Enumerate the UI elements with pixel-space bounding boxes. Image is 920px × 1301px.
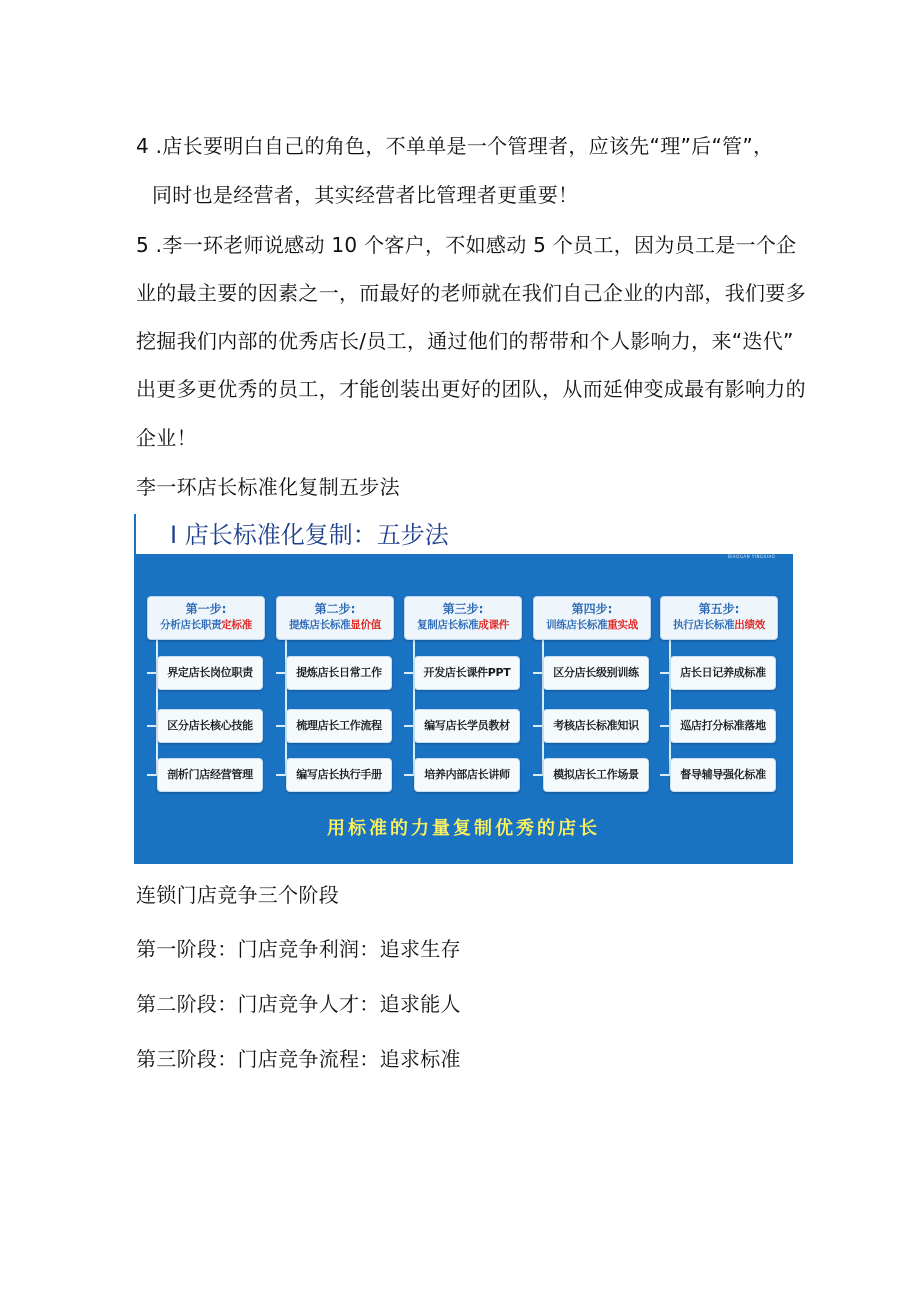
step-number: 第四步: xyxy=(571,602,613,616)
paragraph-line: 出更多更优秀的员工，才能创装出更好的团队，从而延伸变成最有影响力的 xyxy=(136,377,806,401)
step-task: 店长日记养成标准 xyxy=(670,656,776,690)
step-number: 第五步: xyxy=(698,602,740,616)
figure-slogan: 用标准的力量复制优秀的店长 xyxy=(327,818,600,839)
step-task: 培养内部店长讲师 xyxy=(414,758,520,792)
five-step-figure xyxy=(134,514,793,864)
step-desc: 执行店长标准 xyxy=(673,619,735,631)
paragraph-line: 挖掘我们内部的优秀店长/员工，通过他们的帮带和个人影响力，来“迭代” xyxy=(136,329,794,353)
paragraph-line: 4 .店长要明白自己的角色，不单单是一个管理者，应该先“理”后“管”， xyxy=(136,134,774,158)
step-column xyxy=(404,596,522,806)
step-column xyxy=(147,596,265,806)
step-header xyxy=(147,596,265,640)
step-task: 剖析门店经营管理 xyxy=(157,758,263,792)
stage-line: 第二阶段：门店竞争人才：追求能人 xyxy=(136,992,461,1016)
step-task: 开发店长课件PPT xyxy=(414,656,520,690)
step-column xyxy=(660,596,778,806)
step-desc: 训练店长标准 xyxy=(546,619,608,631)
step-header xyxy=(533,596,651,640)
step-highlight: 定标准 xyxy=(221,619,252,631)
step-task: 区分店长核心技能 xyxy=(157,709,263,743)
step-task: 区分店长级别训练 xyxy=(543,656,649,690)
step-desc: 复制店长标准 xyxy=(417,619,479,631)
step-number: 第二步: xyxy=(314,602,356,616)
step-task: 界定店长岗位职责 xyxy=(157,656,263,690)
step-desc: 提炼店长标准 xyxy=(289,619,351,631)
step-column xyxy=(276,596,394,806)
figure-title: I 店长标准化复制：五步法 xyxy=(170,521,449,549)
paragraph-line: 同时也是经营者，其实经营者比管理者更重要！ xyxy=(152,183,579,207)
step-header xyxy=(660,596,778,640)
step-task: 考核店长标准知识 xyxy=(543,709,649,743)
step-task: 巡店打分标准落地 xyxy=(670,709,776,743)
stage-line: 第一阶段：门店竞争利润：追求生存 xyxy=(136,937,461,961)
section-heading: 连锁门店竞争三个阶段 xyxy=(136,883,339,907)
paragraph-line: 5 .李一环老师说感动 10 个客户，不如感动 5 个员工，因为员工是一个企 xyxy=(136,233,797,257)
step-task: 编写店长执行手册 xyxy=(286,758,392,792)
step-highlight: 成课件 xyxy=(478,619,509,631)
step-desc: 分析店长职责 xyxy=(160,619,222,631)
paragraph-line: 业的最主要的因素之一，而最好的老师就在我们自己企业的内部，我们要多 xyxy=(136,281,806,305)
steps-grid xyxy=(147,596,781,806)
figure-header xyxy=(134,514,793,554)
paragraph-line: 企业！ xyxy=(136,426,197,450)
step-column xyxy=(533,596,651,806)
step-number: 第一步: xyxy=(185,602,227,616)
figure-caption: 李一环店长标准化复制五步法 xyxy=(136,475,400,499)
step-highlight: 出绩效 xyxy=(734,619,765,631)
step-highlight: 重实战 xyxy=(607,619,638,631)
figure-watermark-tag: BIAOGAN YINGXIAO xyxy=(728,554,776,559)
step-task: 梳理店长工作流程 xyxy=(286,709,392,743)
step-task: 模拟店长工作场景 xyxy=(543,758,649,792)
step-header xyxy=(276,596,394,640)
step-task: 督导辅导强化标准 xyxy=(670,758,776,792)
step-header xyxy=(404,596,522,640)
step-number: 第三步: xyxy=(442,602,484,616)
step-task: 编写店长学员教材 xyxy=(414,709,520,743)
step-highlight: 显价值 xyxy=(350,619,381,631)
stage-line: 第三阶段：门店竞争流程：追求标准 xyxy=(136,1047,461,1071)
step-task: 提炼店长日常工作 xyxy=(286,656,392,690)
